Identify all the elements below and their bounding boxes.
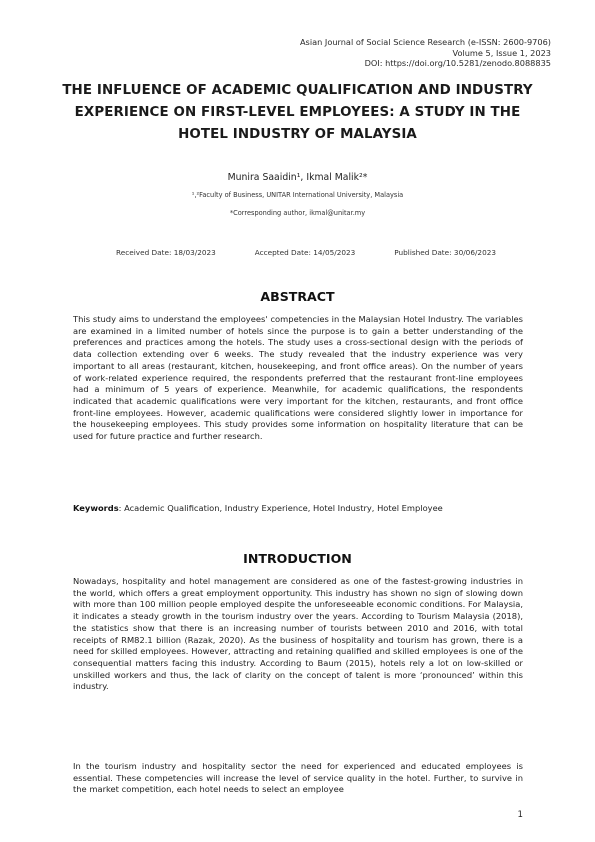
corresponding-author: *Corresponding author, ikmal@unitar.my [229,209,366,217]
abstract-text: This study aims to understand the employees' competencies in the Malaysian Hotel Industry. The variables are examined in a limited number of hotels since the purpose is to gain a better understanding of the preferences and practices among the hotels. The study uses a cross-sectional design with the periods of data collection extending over 6 weeks. The study revealed that the industry experience was very important to all areas (restaurant, kitchen, housekeeping, and front office areas). On the number of years of work-related experience required, the respondents preferred that the restaurant front-line employees had a minimum of 5 years of experience. Meanwhile, for academic qualifications, the respondents indicated that academic qualifications were very important for the kitchen, restaurants, and front office front-line employees. However, academic qualifications were considered slightly lower in importance for the housekeeping employees. This study provides some information on hospitality literature that can be used for future practice and further research. [73,314,523,442]
journal-doi[interactable]: DOI: https://doi.org/10.5281/zenodo.8088835 [364,58,551,69]
keywords [73,503,523,513]
journal-volume: Volume 5, Issue 1, 2023 [452,47,551,58]
page-number: 1 [517,810,523,820]
received-date: Received Date: 18/03/2023 [116,248,216,257]
published-date: Published Date: 30/06/2023 [394,248,496,257]
accepted-date: Accepted Date: 14/05/2023 [254,248,356,257]
journal-name: Asian Journal of Social Science Research (e-ISSN: 2600-9706) [299,37,551,47]
introduction-paragraph-2: In the tourism industry and hospitality sector the need for experienced and educated employees is essential. These competencies will increase the level of service quality in the hotel. Further, to survive in the market competition, each hotel needs to select an employee [73,761,523,795]
introduction-paragraph-1: Nowadays, hospitality and hotel management are considered as one of the fastest-growing industries in the world, which offers a great employment opportunity. This industry has shown no sign of slowing down with more than 100 million people employed despite the unforeseeable economic conditions. For Malaysia, it indicates a steady growth in the tourism industry over the years. According to Tourism Malaysia (2018), the statistics show that there is an increasing number of tourists between 2010 and 2016, with total receipts of RM82.1 billion (Razak, 2020). As the business of hospitality and tourism has grown, there is a need for skilled employees. However, attracting and retaining qualified and skilled employees is one of the consequential matters facing this industry. According to Baum (2015), hotels rely a lot on low-skilled or unskilled workers and thus, the lack of clarity on the concept of talent is more ‘pronounced’ within this industry. [73,576,523,692]
introduction-heading: INTRODUCTION [243,551,352,566]
journal-header [300,37,551,69]
date-line [116,248,496,257]
affiliation: ¹,²Faculty of Business, UNITAR International University, Malaysia [191,191,404,199]
authors: Munira Saaidin¹, Ikmal Malik²* [227,172,368,183]
keywords-label: Keywords [73,503,119,513]
paper-title: THE INFLUENCE OF ACADEMIC QUALIFICATION AND INDUSTRY EXPERIENCE ON FIRST-LEVEL EMPLOYEES: A STUDY IN THE HOTEL INDUSTRY OF MALAYSIA [62,83,533,142]
abstract-heading: ABSTRACT [260,289,335,304]
keywords-list: : Academic Qualification, Industry Experience, Hotel Industry, Hotel Employee [118,503,443,513]
